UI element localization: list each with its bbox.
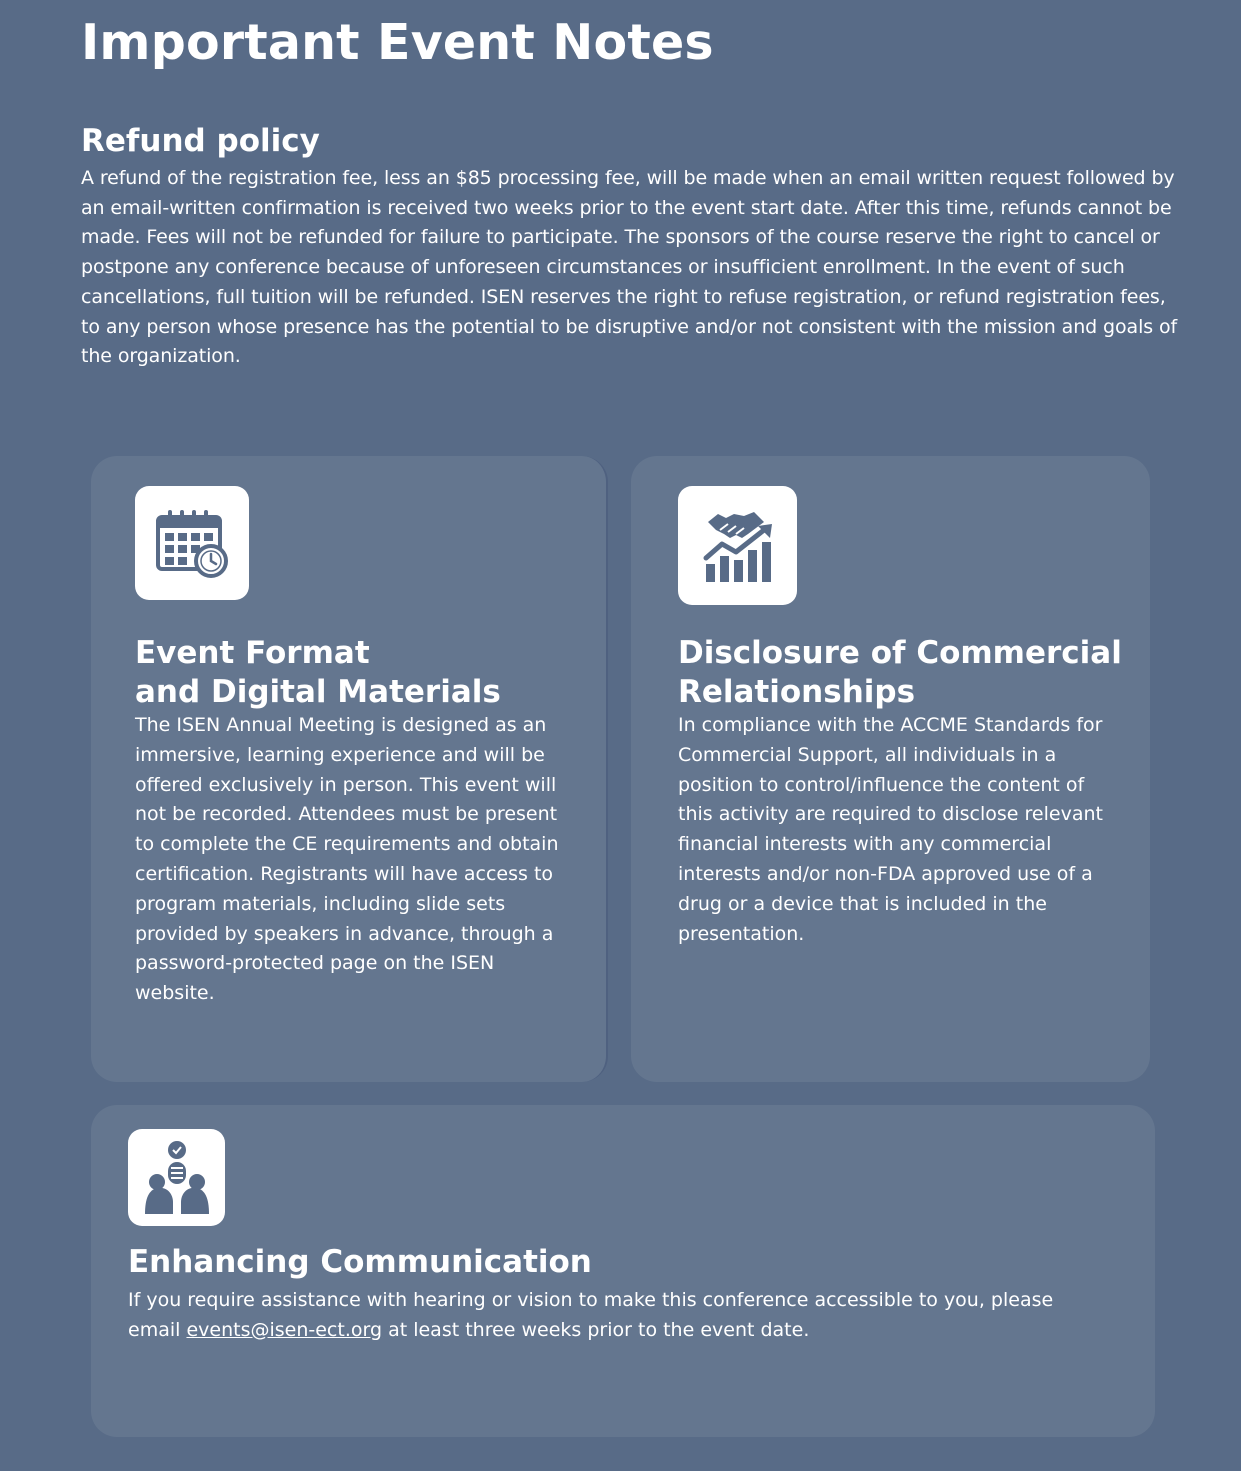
communication-text-after: at least three weeks prior to the event date. [382,1318,810,1341]
email-link[interactable]: events@isen-ect.org [186,1318,383,1341]
event-format-text: The ISEN Annual Meeting is designed as an immersive, learning experience and will be offered exclusively in person. This event will not be recorded. Attendees must be present to complete the CE requirements and obtain certification. Registrants will have access to program materials, including slide sets provided by speakers in advance, through a password-protected page on the ISEN website. [135,714,559,1005]
communication-text-before: If you require assistance with hearing or vision to make this conference accessible to you, please email [128,1289,1054,1341]
disclosure-heading-line2: Relationships [678,674,916,710]
event-format-card [91,456,608,1082]
handshake-growth-chart-icon [678,486,797,605]
communication-text [128,1286,1108,1346]
disclosure-text: In compliance with the ACCME Standards for Commercial Support, all individuals in a position to control/influence the content of this activity are required to disclose relevant financial interests with any commercial interests and/or non-FDA approved use of a drug or a device that is included in the presentation. [678,714,1103,945]
event-format-heading-line1: Event Format [135,635,370,671]
event-format-heading [135,634,501,712]
communication-card [91,1105,1155,1437]
refund-policy-text: A refund of the registration fee, less an $85 processing fee, will be made when an email written request followed by an email-written confirmation is received two weeks prior to the event start date. After this time, refunds cannot be made. Fees will not be refunded for failure to participate. The sponsors of the course reserve the right to cancel or postpone any conference because of unforeseen circumstances or insufficient enrollment. In the event of such cancellations, full tuition will be refunded. ISEN reserves the right to refuse registration, or refund registration fees, to any person whose presence has the potential to be disruptive and/or not consistent with the mission and goals of the organization. [81,167,1178,368]
disclosure-heading [678,634,1122,712]
event-format-heading-line2: and Digital Materials [135,674,501,710]
refund-policy-heading: Refund policy [81,123,320,159]
disclosure-card [631,456,1150,1082]
calendar-clock-icon [135,486,249,600]
page-title: Important Event Notes [81,14,714,71]
disclosure-heading-line1: Disclosure of Commercial [678,635,1122,671]
people-communication-icon [128,1129,225,1226]
communication-heading: Enhancing Communication [128,1244,592,1280]
